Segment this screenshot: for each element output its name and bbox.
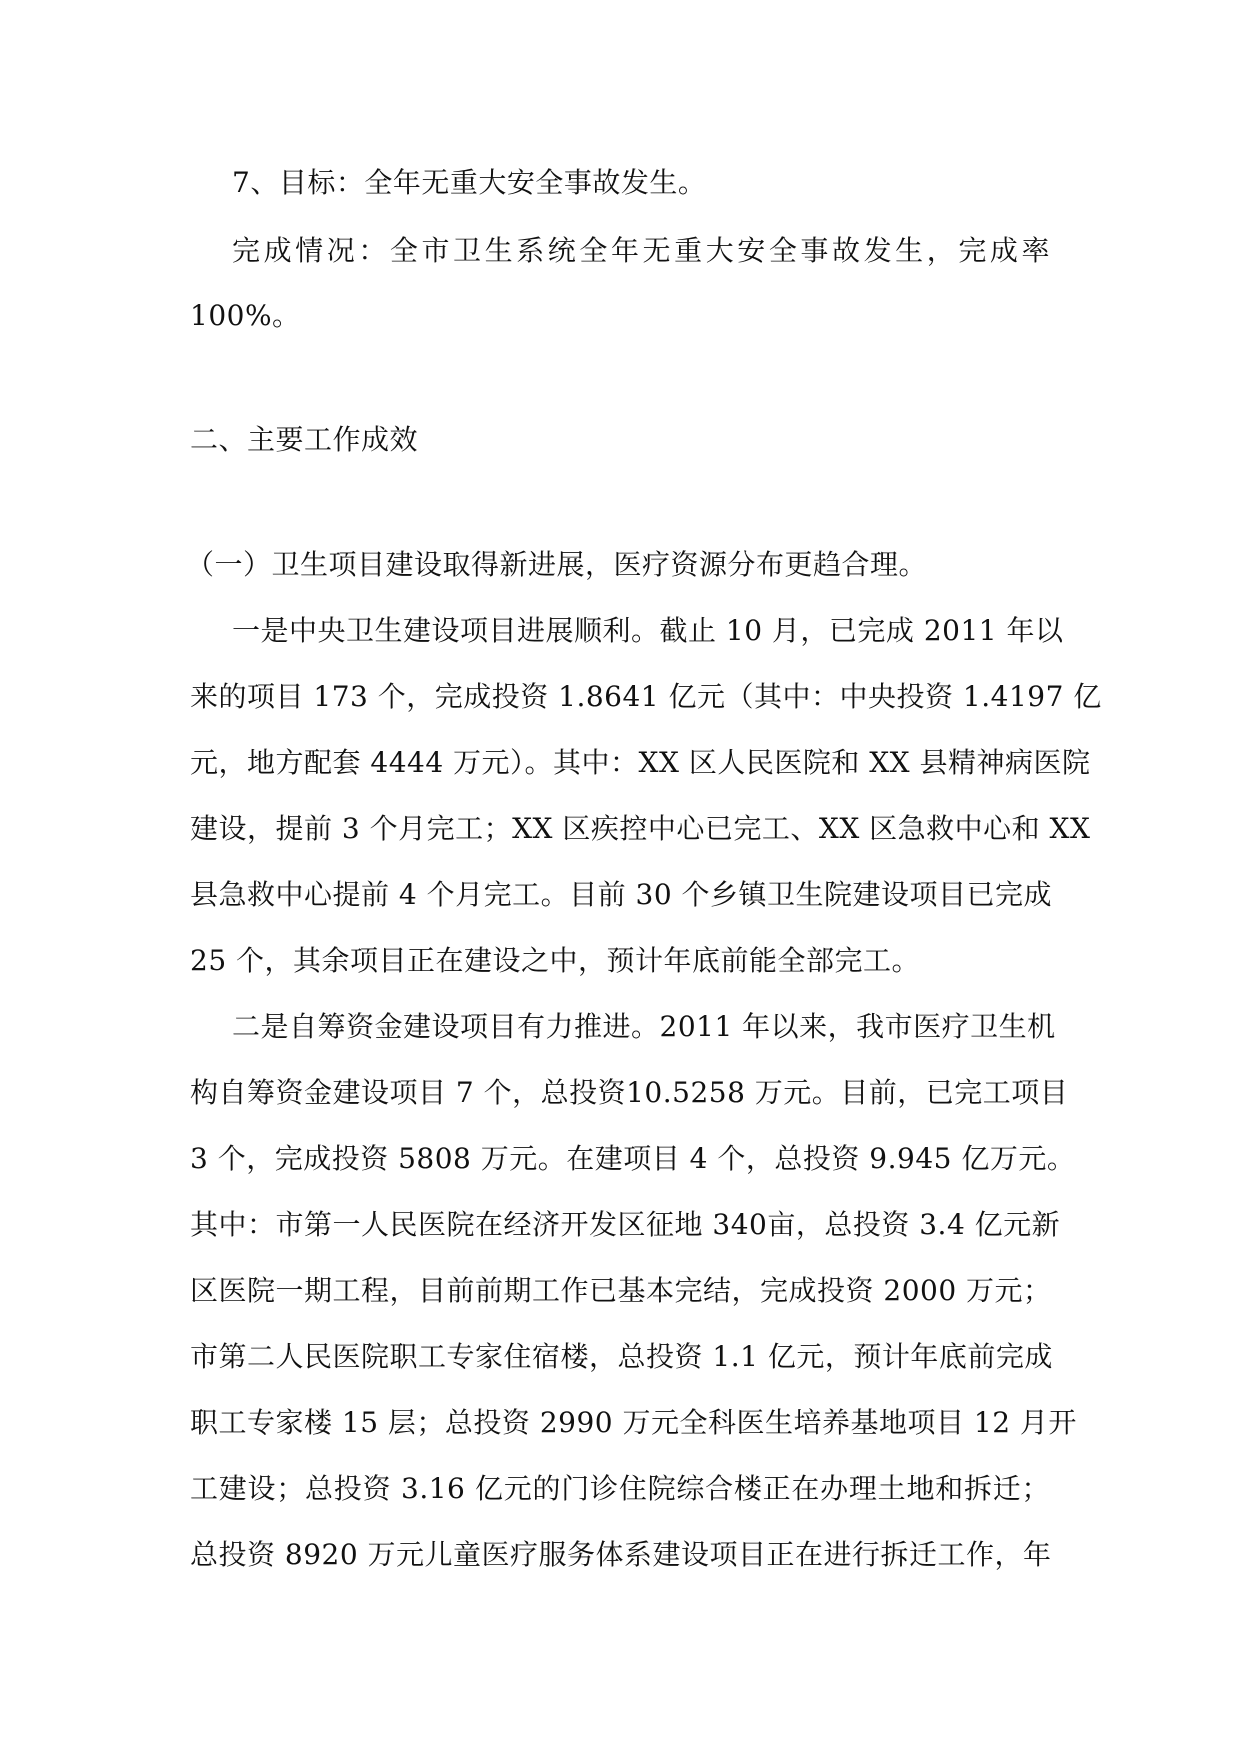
paragraph2-line-8: 工建设；总投资 3.16 亿元的门诊住院综合楼正在办理土地和拆迁；	[190, 1472, 1050, 1505]
paragraph2-line-9: 总投资 8920 万元儿童医疗服务体系建设项目正在进行拆迁工作，年	[190, 1538, 1052, 1571]
paragraph1-line-1: 一是中央卫生建设项目进展顺利。截止 10 月，已完成 2011 年以	[232, 614, 1064, 647]
paragraph1-line-3: 元，地方配套 4444 万元）。其中：XX 区人民医院和 XX 县精神病医院	[190, 746, 1091, 779]
paragraph1-line-2: 来的项目 173 个，完成投资 1.8641 亿元（其中：中央投资 1.4197 亿	[190, 680, 1102, 713]
paragraph1-line-4: 建设，提前 3 个月完工；XX 区疾控中心已完工、XX 区急救中心和 XX	[190, 812, 1091, 845]
paragraph1-line-6: 25 个，其余项目正在建设之中，预计年底前能全部完工。	[190, 944, 921, 977]
subsection-title: （一）卫生项目建设取得新进展，医疗资源分布更趋合理。	[186, 548, 928, 581]
paragraph2-line-2: 构自筹资金建设项目 7 个，总投资10.5258 万元。目前，已完工项目	[190, 1076, 1069, 1109]
paragraph2-line-5: 区医院一期工程，目前前期工作已基本完结，完成投资 2000 万元；	[190, 1274, 1052, 1307]
paragraph1-line-5: 县急救中心提前 4 个月完工。目前 30 个乡镇卫生院建设项目已完成	[190, 878, 1053, 911]
goal-completion-line-1: 完成情况：全市卫生系统全年无重大安全事故发生，完成率	[232, 234, 1050, 267]
paragraph2-line-7: 职工专家楼 15 层；总投资 2990 万元全科医生培养基地项目 12 月开	[190, 1406, 1077, 1439]
paragraph2-line-1: 二是自筹资金建设项目有力推进。2011 年以来，我市医疗卫生机	[232, 1010, 1056, 1043]
section-heading: 二、主要工作成效	[190, 423, 419, 456]
paragraph2-line-3: 3 个，完成投资 5808 万元。在建项目 4 个，总投资 9.945 亿万元。	[190, 1142, 1076, 1175]
paragraph2-line-6: 市第二人民医院职工专家住宿楼，总投资 1.1 亿元，预计年底前完成	[190, 1340, 1053, 1373]
paragraph2-line-4: 其中：市第一人民医院在经济开发区征地 340亩，总投资 3.4 亿元新	[190, 1208, 1061, 1241]
goal-target-text: 7、目标：全年无重大安全事故发生。	[232, 166, 707, 199]
goal-completion-line-2: 100%。	[190, 299, 301, 332]
